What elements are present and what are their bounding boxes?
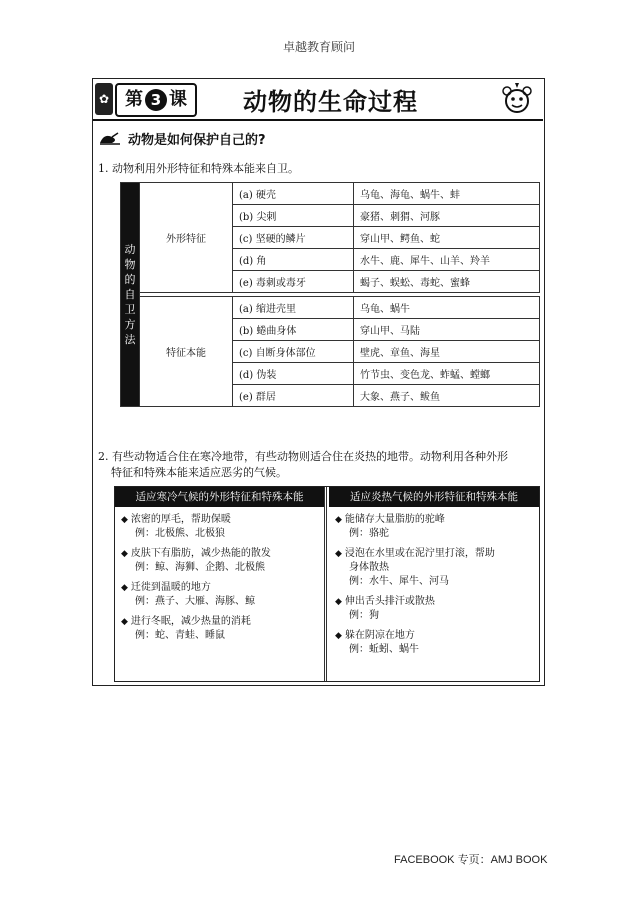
- adaptation-item: [121, 513, 324, 541]
- question-2-line-2: 特征和特殊本能来适应恶劣的气候。: [111, 466, 287, 479]
- feature-cell: (d) 角: [233, 249, 354, 271]
- adaptation-item: [335, 547, 539, 589]
- feature-cell: (e) 毒刺或毒牙: [233, 271, 354, 293]
- adaptation-example: 例：燕子、大雁、海豚、鲸: [135, 596, 255, 607]
- category-cell: 特征本能: [140, 297, 233, 407]
- animals-cell: 乌龟、海龟、蜗牛、蚌: [354, 183, 540, 205]
- animals-cell: 大象、燕子、鲅鱼: [354, 385, 540, 407]
- animals-cell: 穿山甲、鳄鱼、蛇: [354, 227, 540, 249]
- mascot-icon: [499, 81, 535, 115]
- lesson-prefix: 第: [125, 89, 143, 110]
- adaptation-text: 伸出舌头排汗或散热: [344, 596, 435, 607]
- animals-cell: 乌龟、蜗牛: [354, 297, 540, 319]
- bullet-icon: ◆: [335, 597, 342, 607]
- adaptation-text: 浸泡在水里或在泥泞里打滚，帮助: [344, 548, 495, 559]
- adaptation-example: 例：北极熊、北极狼: [135, 528, 225, 539]
- table-row: [121, 297, 540, 319]
- lesson-banner: [93, 79, 543, 121]
- bullet-icon: ◆: [121, 617, 128, 627]
- adaptation-item: [121, 547, 324, 575]
- feature-cell: (b) 蜷曲身体: [233, 319, 354, 341]
- feature-cell: (e) 群居: [233, 385, 354, 407]
- feature-cell: (a) 缩进壳里: [233, 297, 354, 319]
- animals-cell: 穿山甲、马陆: [354, 319, 540, 341]
- section-title-text: 动物是如何保护自己的?: [128, 133, 266, 148]
- bullet-icon: ◆: [335, 549, 342, 559]
- lesson-suffix: 课: [169, 89, 187, 110]
- lesson-number: 3: [145, 89, 167, 111]
- adaptation-item: [121, 615, 324, 643]
- feature-cell: (b) 尖刺: [233, 205, 354, 227]
- adaptation-example: 例：水牛、犀牛、河马: [349, 576, 449, 587]
- adaptation-text: 浓密的厚毛，帮助保暖: [130, 514, 231, 525]
- page-header: 卓越教育顾问: [282, 40, 355, 54]
- feature-cell: (c) 坚硬的鳞片: [233, 227, 354, 249]
- adaptation-example: 例：鲸、海狮、企鹅、北极熊: [135, 562, 265, 573]
- side-label: 动物的自卫方法: [121, 183, 140, 407]
- defence-methods-table: [120, 182, 540, 407]
- adaptation-text: 进行冬眠，减少热量的消耗: [130, 616, 251, 627]
- adaptation-text: 皮肤下有脂肪，减少热能的散发: [130, 548, 271, 559]
- adaptation-item: [335, 595, 539, 623]
- bullet-icon: ◆: [121, 583, 128, 593]
- animals-cell: 竹节虫、变色龙、蚱蜢、螳螂: [354, 363, 540, 385]
- question-2-line-1: 2. 有些动物适合住在寒冷地带，有些动物则适合住在炎热的地带。动物利用各种外形: [98, 450, 508, 463]
- cold-climate-column: [115, 487, 327, 681]
- flower-icon: ✿: [95, 83, 113, 115]
- feature-cell: (d) 伪装: [233, 363, 354, 385]
- page-footer: FACEBOOK 专页：AMJ BOOK: [394, 854, 548, 866]
- lesson-frame: [92, 78, 545, 686]
- lesson-title: 动物的生命过程: [243, 88, 418, 116]
- adaptation-example: 例：骆驼: [349, 528, 389, 539]
- bullet-icon: ◆: [121, 549, 128, 559]
- bullet-icon: ◆: [335, 515, 342, 525]
- adaptation-text: 能储存大量脂肪的驼峰: [344, 514, 445, 525]
- animals-cell: 豪猪、刺猬、河豚: [354, 205, 540, 227]
- adaptation-example: 例：蚯蚓、蜗牛: [349, 644, 419, 655]
- section-title: [98, 129, 266, 148]
- feature-cell: (a) 硬壳: [233, 183, 354, 205]
- adaptation-example: 例：狗: [349, 610, 379, 621]
- adaptation-text-cont: 身体散热: [349, 562, 389, 573]
- hot-climate-column: [329, 487, 539, 681]
- adaptation-text: 迁徙到温暖的地方: [130, 582, 211, 593]
- question-1: 1. 动物利用外形特征和特殊本能来自卫。: [98, 162, 299, 175]
- adaptation-example: 例：蛇、青蛙、睡鼠: [135, 630, 225, 641]
- category-cell: 外形特征: [140, 183, 233, 293]
- adaptation-item: [335, 513, 539, 541]
- adaptation-text: 躲在阴凉在地方: [344, 630, 415, 641]
- animals-cell: 水牛、鹿、犀牛、山羊、羚羊: [354, 249, 540, 271]
- table-row: [121, 183, 540, 205]
- feature-cell: (c) 自断身体部位: [233, 341, 354, 363]
- bullet-icon: ◆: [335, 631, 342, 641]
- hot-climate-header: 适应炎热气候的外形特征和特殊本能: [329, 487, 539, 507]
- lesson-badge: [115, 83, 197, 117]
- adaptation-item: [335, 629, 539, 657]
- bullet-icon: ◆: [121, 515, 128, 525]
- animals-cell: 蝎子、蜈蚣、毒蛇、蜜蜂: [354, 271, 540, 293]
- climate-adaptation-table: [114, 486, 540, 682]
- cold-climate-header: 适应寒冷气候的外形特征和特殊本能: [115, 487, 324, 507]
- snail-icon: [98, 131, 122, 147]
- animals-cell: 壁虎、章鱼、海星: [354, 341, 540, 363]
- adaptation-item: [121, 581, 324, 609]
